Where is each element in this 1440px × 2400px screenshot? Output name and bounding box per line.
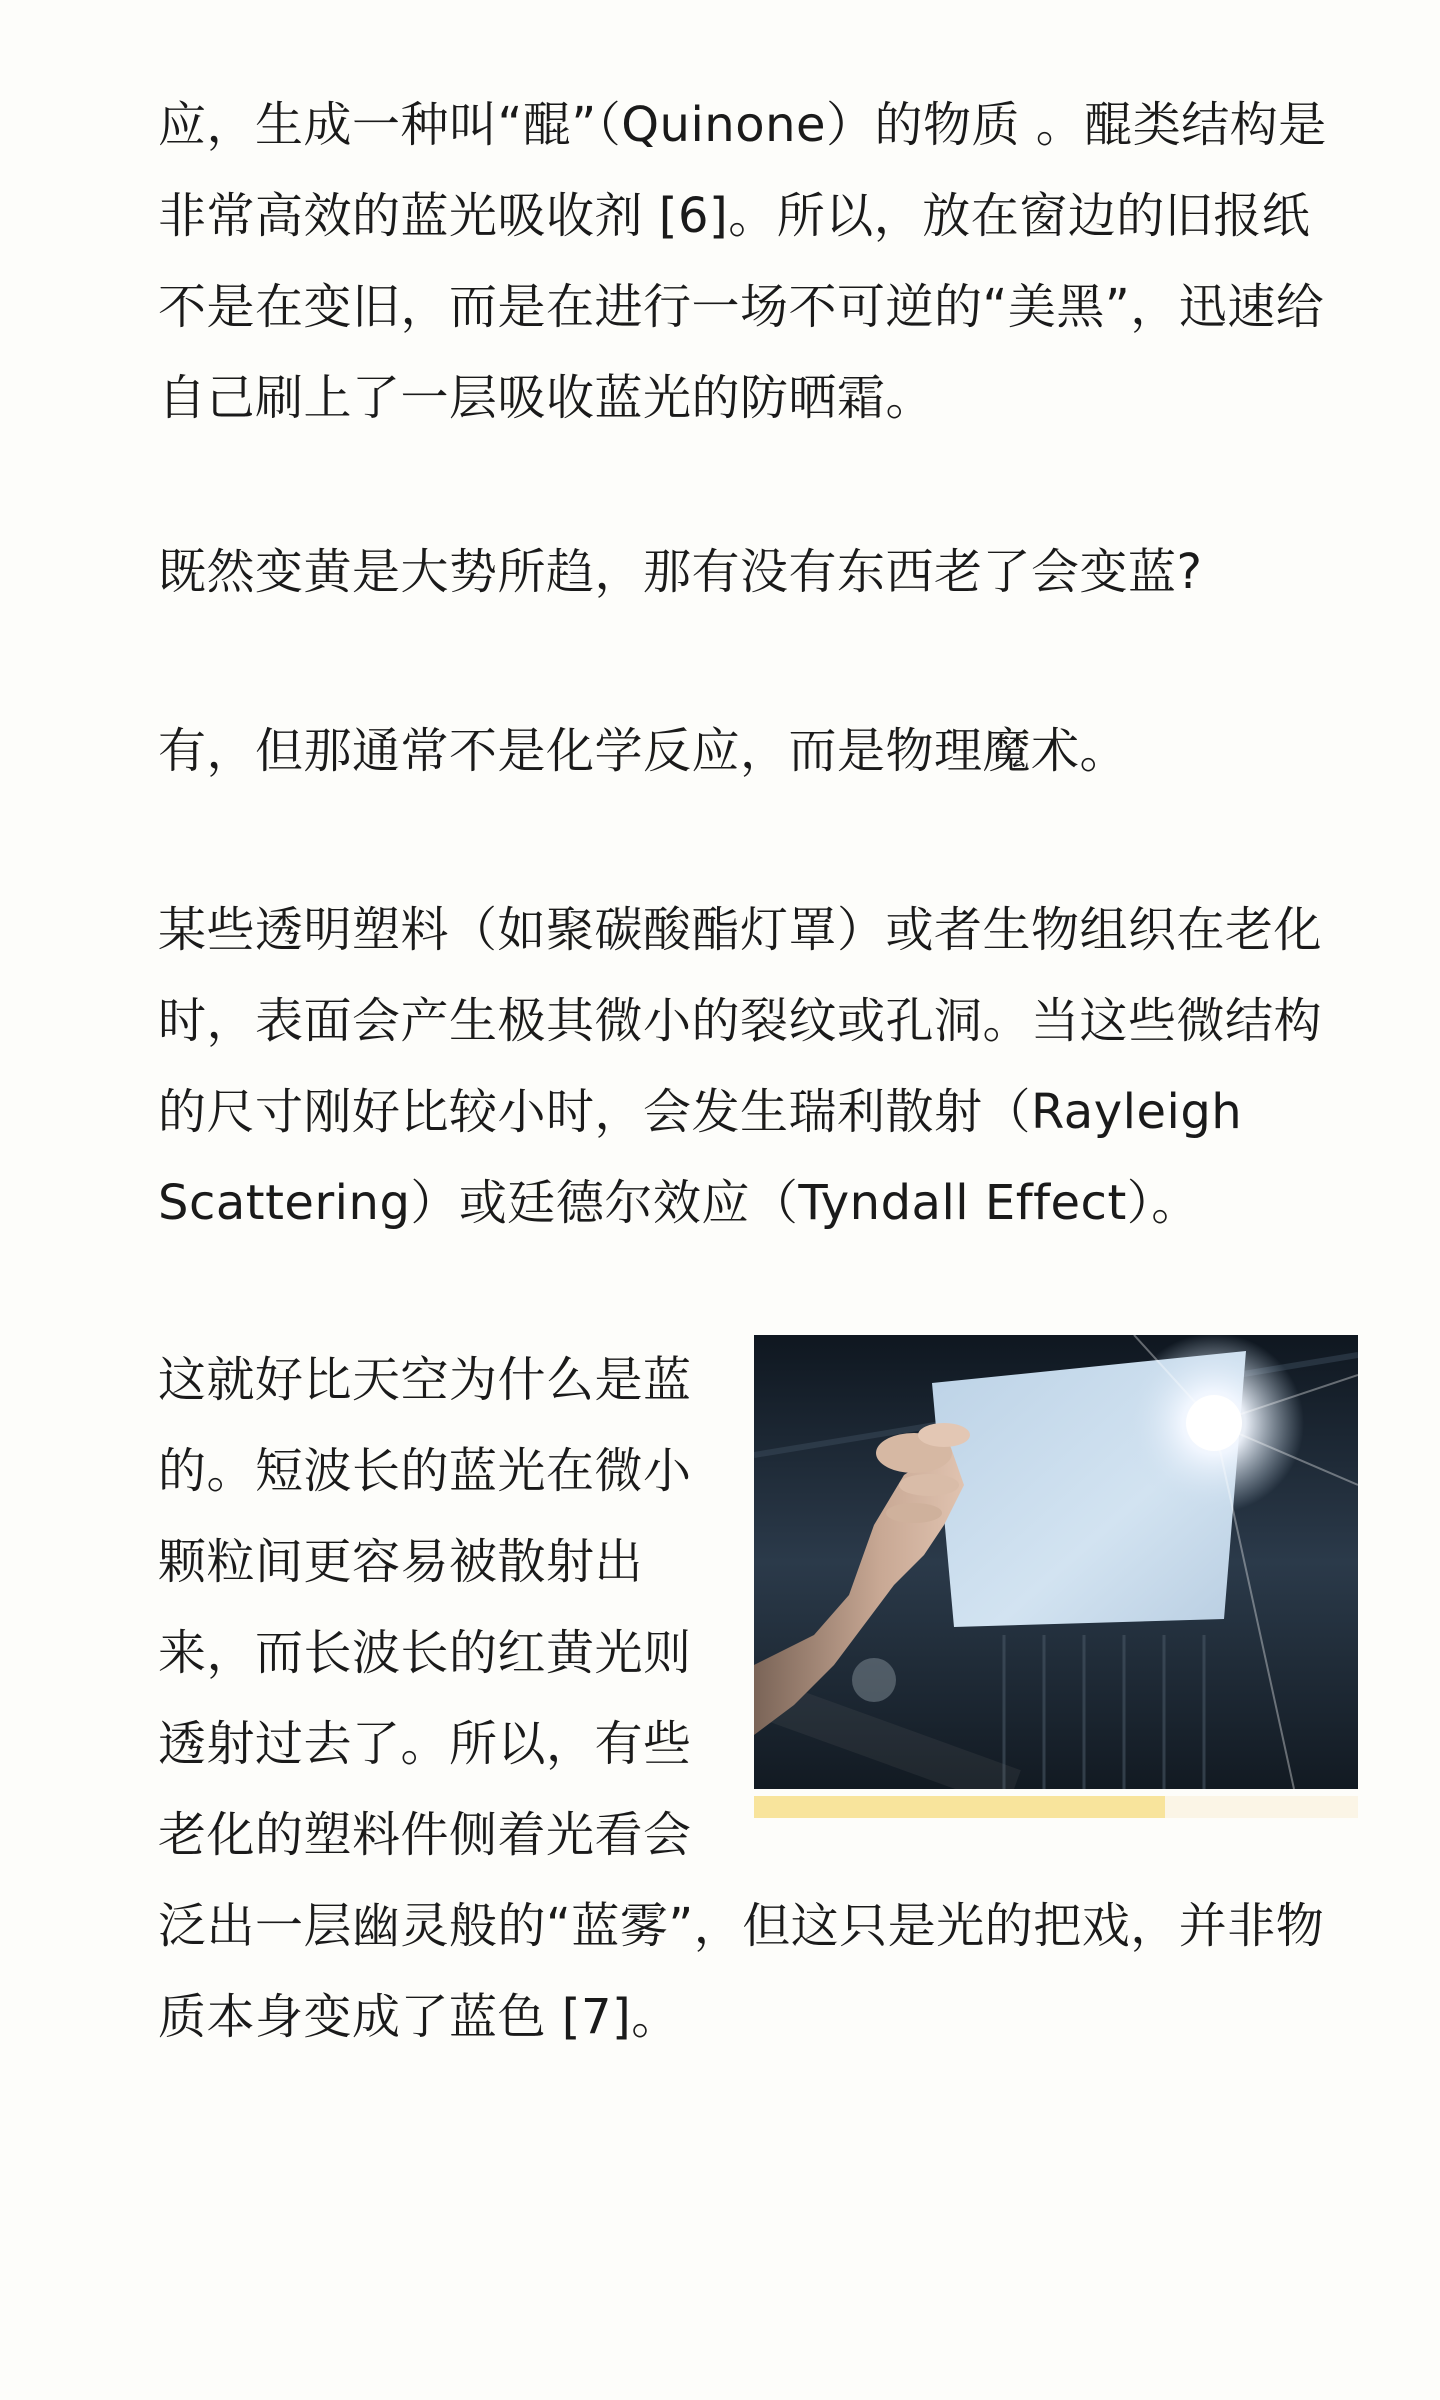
plastic-sheet-photo [754, 1335, 1358, 1789]
figure-plastic-sheet [754, 1335, 1358, 1818]
paragraph-quinone: 应，生成一种叫“醌”（Quinone）的物质 。醌类结构是非常高效的蓝光吸收剂 [6]。所以，放在窗边的旧报纸不是在变旧，而是在进行一场不可逆的“美黑”，迅速给自己刷上了一层吸收蓝光的防晒霜。 [158, 97, 1327, 426]
paragraph-sky-block [158, 1335, 1358, 2063]
paragraph-answer: 有，但那通常不是化学反应，而是物理魔术。 [158, 723, 1129, 779]
image-progress-bar [754, 1796, 1358, 1818]
photo-illustration [754, 1335, 1358, 1789]
paragraph-question: 既然变黄是大势所趋，那有没有东西老了会变蓝? [158, 544, 1203, 600]
paragraph-sky: 这就好比天空为什么是蓝的。短波长的蓝光在微小颗粒间更容易被散射出来，而长波长的红黄光则透射过去了。所以，有些老化的塑料件侧着光看会泛出一层幽灵般的“蓝雾”，但这只是光的把戏，并非物质本身变成了蓝色 [7]。 [158, 1352, 1325, 2045]
image-progress-fill [754, 1796, 1165, 1818]
paragraph-scattering: 某些透明塑料（如聚碳酸酯灯罩）或者生物组织在老化时，表面会产生极其微小的裂纹或孔洞。当这些微结构的尺寸刚好比较小时，会发生瑞利散射（Rayleigh Scattering）或廷德尔效应（Tyndall Effect）。 [158, 902, 1323, 1231]
